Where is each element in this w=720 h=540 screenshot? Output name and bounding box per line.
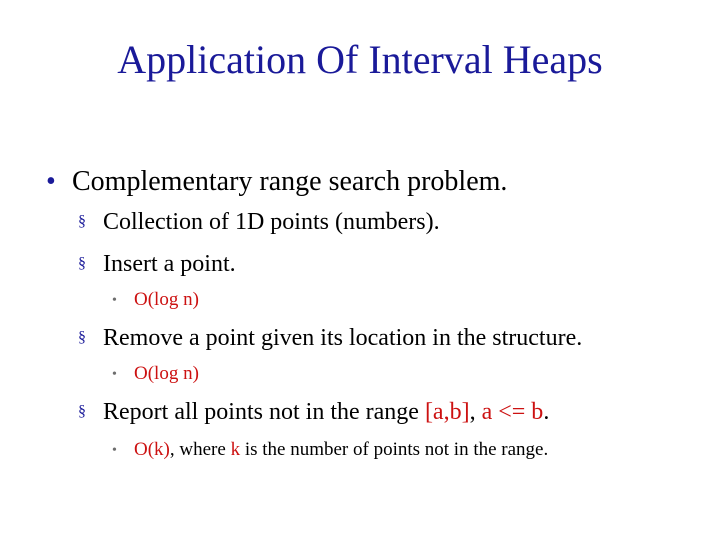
section-bullet-icon: §: [78, 403, 86, 420]
bullet-dot-icon: •: [112, 367, 117, 382]
bullet-text: Collection of 1D points (numbers).: [103, 209, 440, 235]
bullet-text-mid: ,: [469, 399, 482, 425]
bullet-text: Insert a point.: [103, 251, 236, 277]
bullet-dot-icon: •: [112, 443, 117, 458]
bullet-item-level3: [112, 438, 548, 463]
bullet-dot-icon: •: [46, 166, 56, 197]
bullet-item-level2: [78, 324, 582, 352]
section-bullet-icon: §: [78, 255, 86, 272]
bullet-text: O(log n): [134, 363, 199, 384]
bullet-item-level3: [112, 362, 199, 387]
bullet-item-level2: [78, 208, 440, 236]
range-expression: [a,b]: [424, 399, 470, 425]
bullet-item-level3: [112, 288, 199, 313]
bullet-text: O(log n): [134, 289, 199, 310]
complexity-term: O(k): [134, 439, 170, 460]
bullet-text: Complementary range search problem.: [72, 166, 508, 197]
bullet-text: Remove a point given its location in the structure.: [103, 325, 583, 351]
bullet-text-post: is the number of points not in the range.: [240, 439, 549, 460]
bullet-item-level2: [78, 398, 549, 426]
variable-k: k: [230, 439, 241, 460]
section-bullet-icon: §: [78, 213, 86, 230]
range-condition: a <= b: [481, 399, 544, 425]
section-bullet-icon: §: [78, 329, 86, 346]
bullet-text-mid: , where: [169, 439, 231, 460]
slide-title: Application Of Interval Heaps: [117, 37, 603, 82]
bullet-text-post: .: [543, 399, 550, 425]
bullet-item-level1: [46, 166, 507, 198]
bullet-item-level2: [78, 250, 236, 278]
bullet-dot-icon: •: [112, 293, 117, 308]
bullet-text-pre: Report all points not in the range: [103, 399, 425, 425]
